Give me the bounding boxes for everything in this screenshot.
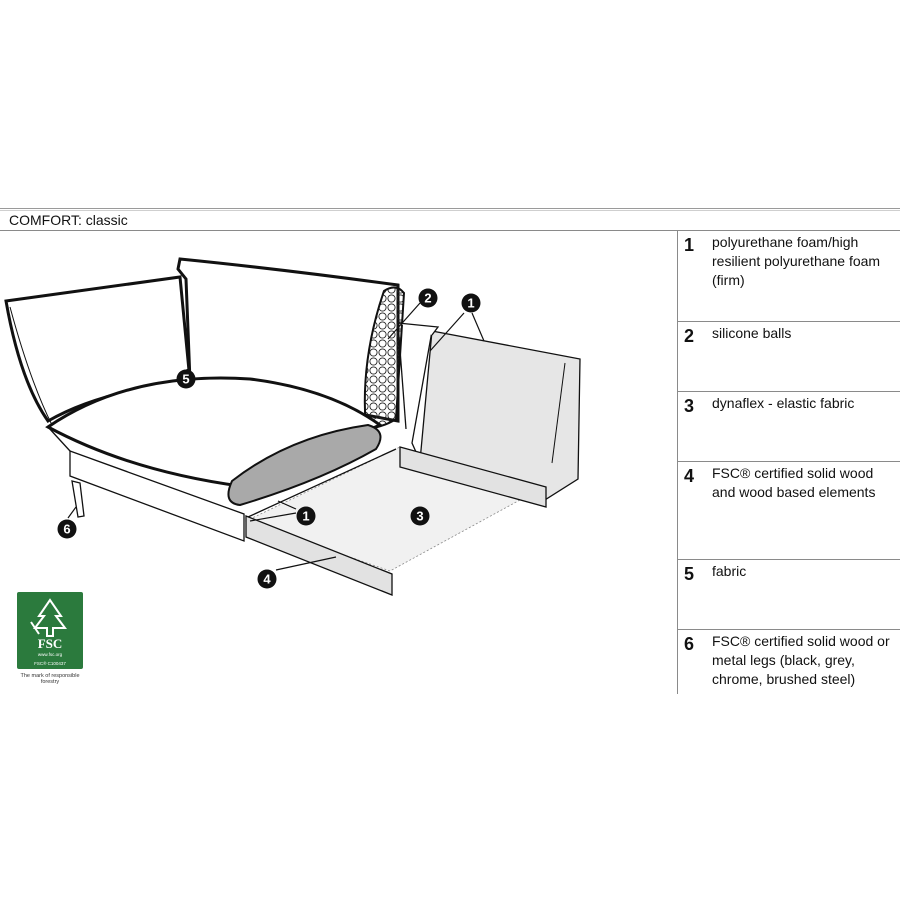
- legend-number: 3: [684, 396, 695, 416]
- legend-text: fabric: [712, 563, 747, 579]
- legend-row-1: [678, 231, 900, 322]
- legend-number: 5: [684, 564, 695, 584]
- callout-4: [258, 570, 277, 589]
- callout-2: [419, 289, 438, 308]
- svg-text:5: 5: [182, 371, 190, 387]
- comfort-label: COMFORT: classic: [9, 212, 128, 228]
- svg-text:FSC: FSC: [37, 636, 63, 651]
- svg-text:1: 1: [302, 508, 310, 524]
- svg-text:2: 2: [424, 290, 432, 306]
- fsc-tagline: The mark of responsible forestry: [20, 673, 80, 685]
- legend-row-6: [678, 630, 900, 694]
- sofa-leg: [72, 481, 84, 517]
- legend-row-3: [678, 392, 900, 462]
- legend-text: silicone balls: [712, 325, 792, 341]
- legend-number: 1: [684, 235, 695, 255]
- legend-number: 2: [684, 326, 695, 346]
- legend-row-2: [678, 322, 900, 392]
- fsc-tree-icon: [17, 592, 83, 669]
- svg-text:www.fsc.org: www.fsc.org: [37, 652, 63, 657]
- callout-3: [411, 507, 430, 526]
- callout-6: [58, 520, 77, 539]
- fsc-logo: [17, 592, 83, 669]
- callout-1a: [462, 294, 481, 313]
- svg-text:FSC® C100437: FSC® C100437: [34, 661, 66, 666]
- legend-row-5: [678, 560, 900, 630]
- legend-text: polyurethane foam/high resilient polyurethane foam (firm): [712, 234, 881, 288]
- legend-table: [678, 231, 900, 694]
- legend-row-4: [678, 462, 900, 560]
- top-rule-secondary: [0, 210, 900, 211]
- legend-text: FSC® certified solid wood or metal legs (black, grey, chrome, brushed steel): [712, 633, 890, 687]
- sofa-construction-diagram: [0, 231, 678, 694]
- svg-text:4: 4: [263, 571, 271, 587]
- legend-text: FSC® certified solid wood and wood based elements: [712, 465, 876, 500]
- svg-text:1: 1: [467, 295, 475, 311]
- legend-text: dynaflex - elastic fabric: [712, 395, 855, 411]
- callout-5: [177, 370, 196, 389]
- spec-sheet: [0, 208, 900, 694]
- svg-text:6: 6: [63, 521, 71, 537]
- top-rule: [0, 208, 900, 209]
- legend-number: 6: [684, 634, 695, 654]
- legend-number: 4: [684, 466, 695, 486]
- svg-text:3: 3: [416, 508, 424, 524]
- callout-1b: [297, 507, 316, 526]
